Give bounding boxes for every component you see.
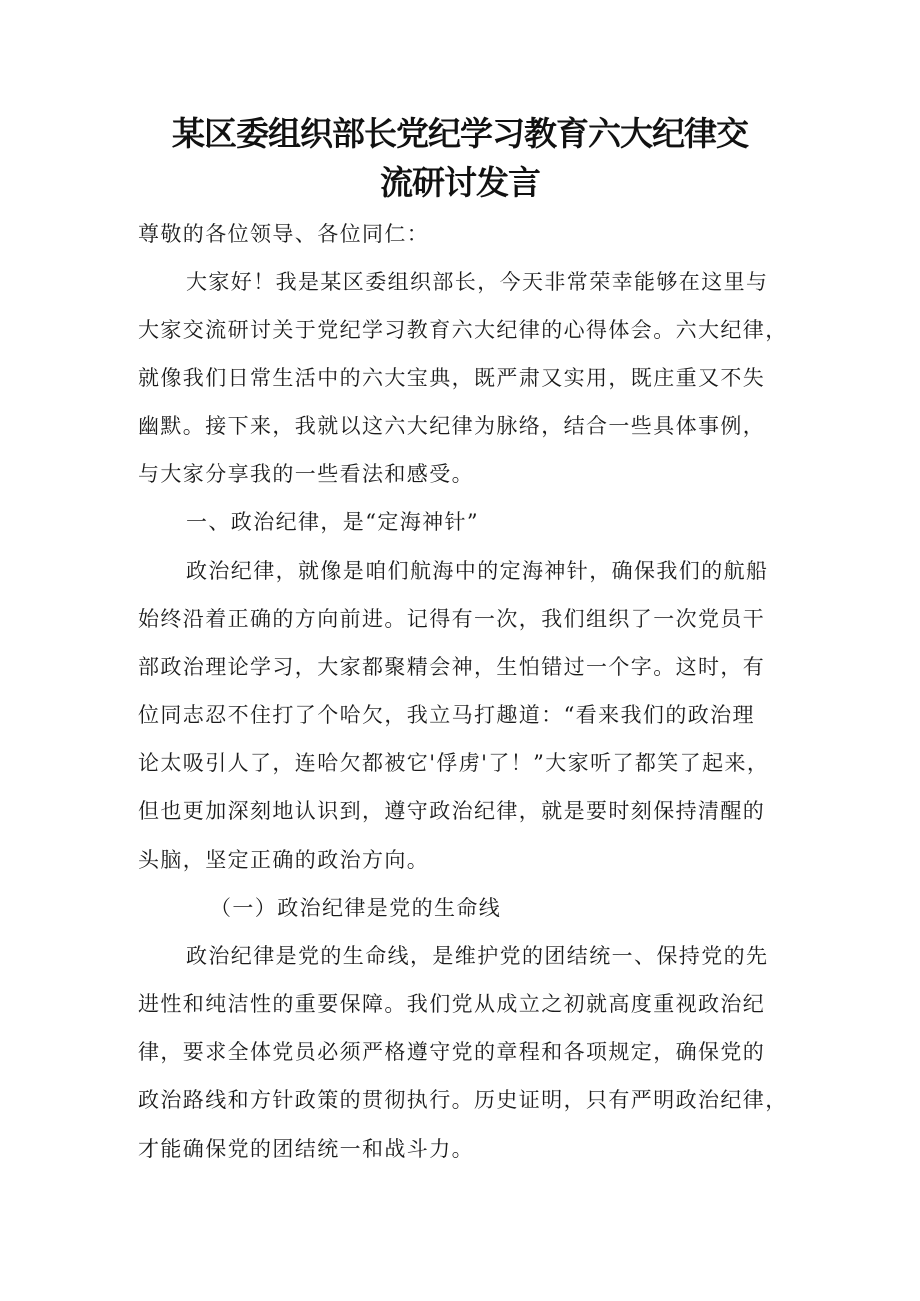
paragraph-line: 政治纪律是党的生命线，是维护党的团结统一、保持党的先 [186,944,769,968]
subsection-heading: （一）政治纪律是党的生命线 [210,896,502,920]
paragraph-line: 与大家分享我的一些看法和感受。 [138,462,474,486]
paragraph-line: 律，要求全体党员必须严格遵守党的章程和各项规定，确保党的 [138,1040,766,1064]
paragraph-line: 部政治理论学习，大家都聚精会神，生怕错过一个字。这时，有 [138,655,766,679]
paragraph-line: 政治路线和方针政策的贯彻执行。历史证明，只有严明政治纪律， [138,1088,788,1112]
paragraph-line: 大家好！我是某区委组织部长，今天非常荣幸能够在这里与 [186,270,769,294]
salutation: 尊敬的各位领导、各位同仁： [138,222,430,246]
paragraph-line: 论太吸引人了，连哈欠都被它'俘虏'了！”大家听了都笑了起来， [138,751,770,775]
section-heading: 一、政治纪律，是“定海神针” [186,510,480,534]
paragraph-line: 大家交流研讨关于党纪学习教育六大纪律的心得体会。六大纪律， [138,318,788,342]
paragraph-line: 幽默。接下来，我就以这六大纪律为脉络，结合一些具体事例， [138,414,766,438]
paragraph-line: 始终沿着正确的方向前进。记得有一次，我们组织了一次党员干 [138,607,766,631]
document-title-line-1: 某区委组织部长党纪学习教育六大纪律交 [172,114,748,153]
paragraph-line: 位同志忍不住打了个哈欠，我立马打趣道：“看来我们的政治理 [138,703,755,727]
paragraph-line: 才能确保党的团结统一和战斗力。 [138,1137,474,1161]
paragraph-line: 政治纪律，就像是咱们航海中的定海神针，确保我们的航船 [186,559,769,583]
paragraph-line: 进性和纯洁性的重要保障。我们党从成立之初就高度重视政治纪 [138,992,766,1016]
document-title-line-2: 流研讨发言 [380,163,540,202]
paragraph-line: 头脑，坚定正确的政治方向。 [138,848,430,872]
paragraph-line: 就像我们日常生活中的六大宝典，既严肃又实用，既庄重又不失 [138,366,766,390]
paragraph-line: 但也更加深刻地认识到，遵守政治纪律，就是要时刻保持清醒的 [138,799,766,823]
